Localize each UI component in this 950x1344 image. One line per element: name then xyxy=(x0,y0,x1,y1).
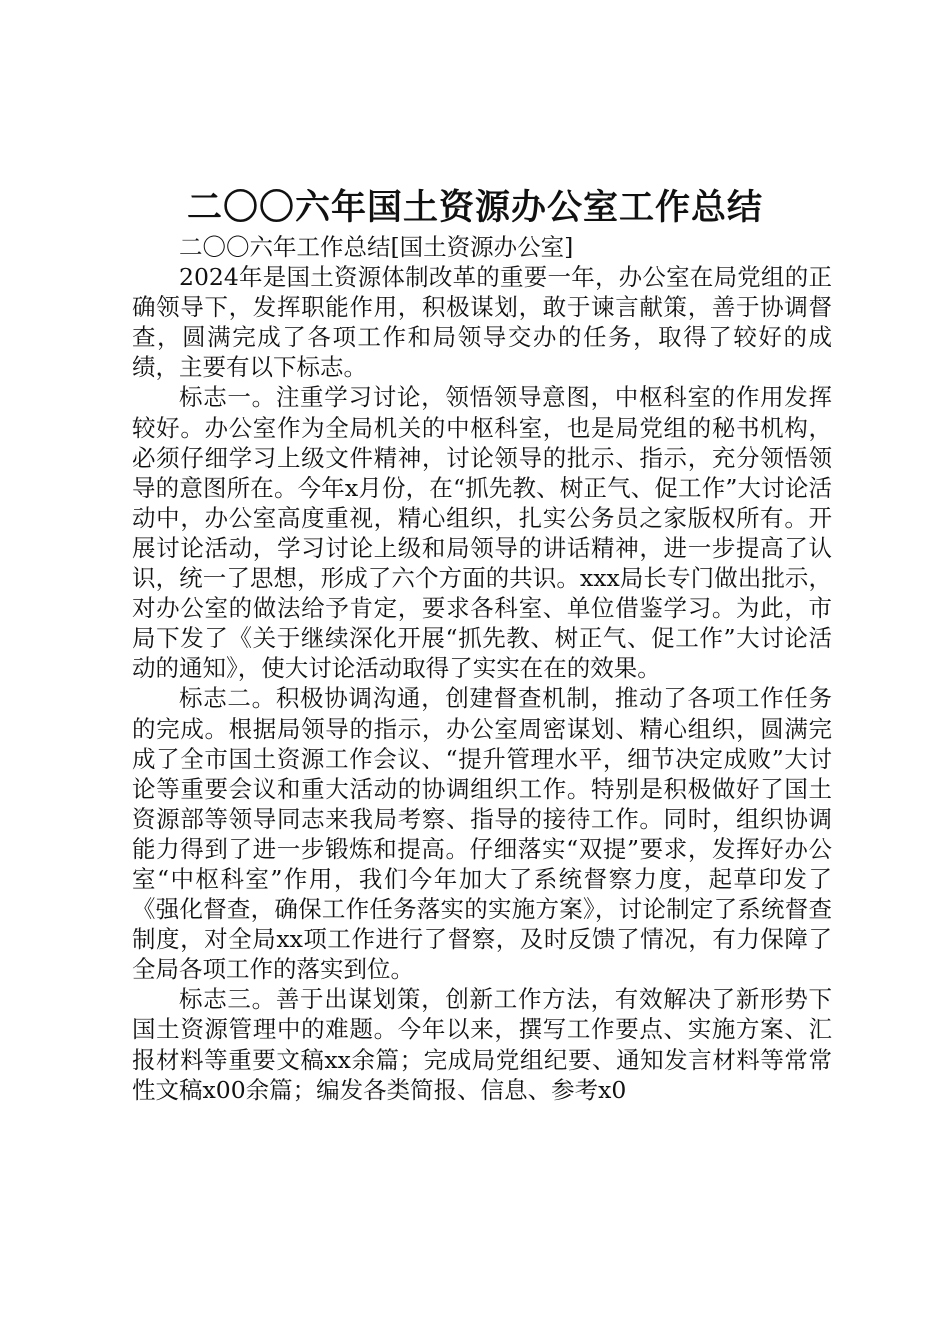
subtitle-line: 二〇〇六年工作总结[国土资源办公室] xyxy=(179,233,574,261)
document-title: 二〇〇六年国土资源办公室工作总结 xyxy=(186,187,763,228)
paragraph-intro: 2024年是国土资源体制改革的重要一年，办公室在局党组的正确领导下，发挥职能作用，积极谋划，敢于谏言献策，善于协调督查，圆满完成了各项工作和局领导交办的任务，取得了较好的成绩，主要有以下标志。 xyxy=(132,263,832,382)
paragraph-mark-three: 标志三。善于出谋划策，创新工作方法，有效解决了新形势下国土资源管理中的难题。今年以来，撰写工作要点、实施方案、汇报材料等重要文稿xx余篇；完成局党组纪要、通知发言材料等常常性文稿x00余篇；编发各类简报、信息、参考x0 xyxy=(132,985,832,1104)
document-body xyxy=(132,232,832,1105)
paragraph-mark-one: 标志一。注重学习讨论，领悟领导意图，中枢科室的作用发挥较好。办公室作为全局机关的中枢科室，也是局党组的秘书机构，必须仔细学习上级文件精神，讨论领导的批示、指示，充分领悟领导的意图所在。今年x月份，在“抓先教、树正气、促工作”大讨论活动中，办公室高度重视，精心组织，扎实公务员之家版权所有。开展讨论活动，学习讨论上级和局领导的讲话精神，进一步提高了认识，统一了思想，形成了六个方面的共识。xxx局长专门做出批示，对办公室的做法给予肯定，要求各科室、单位借鉴学习。为此，市局下发了《关于继续深化开展“抓先教、树正气、促工作”大讨论活动的通知》，使大讨论活动取得了实实在在的效果。 xyxy=(132,383,832,683)
paragraph-mark-two: 标志二。积极协调沟通，创建督查机制，推动了各项工作任务的完成。根据局领导的指示，办公室周密谋划、精心组织，圆满完成了全市国土资源工作会议、“提升管理水平，细节决定成败”大讨论等重要会议和重大活动的协调组织工作。特别是积极做好了国土资源部等领导同志来我局考察、指导的接待工作。同时，组织协调能力得到了进一步锻炼和提高。仔细落实“双提”要求，发挥好办公室“中枢科室”作用，我们今年加大了系统督察力度，起草印发了《强化督查，确保工作任务落实的实施方案》，讨论制定了系统督查制度，对全局xx项工作进行了督察，及时反馈了情况，有力保障了全局各项工作的落实到位。 xyxy=(132,684,832,984)
